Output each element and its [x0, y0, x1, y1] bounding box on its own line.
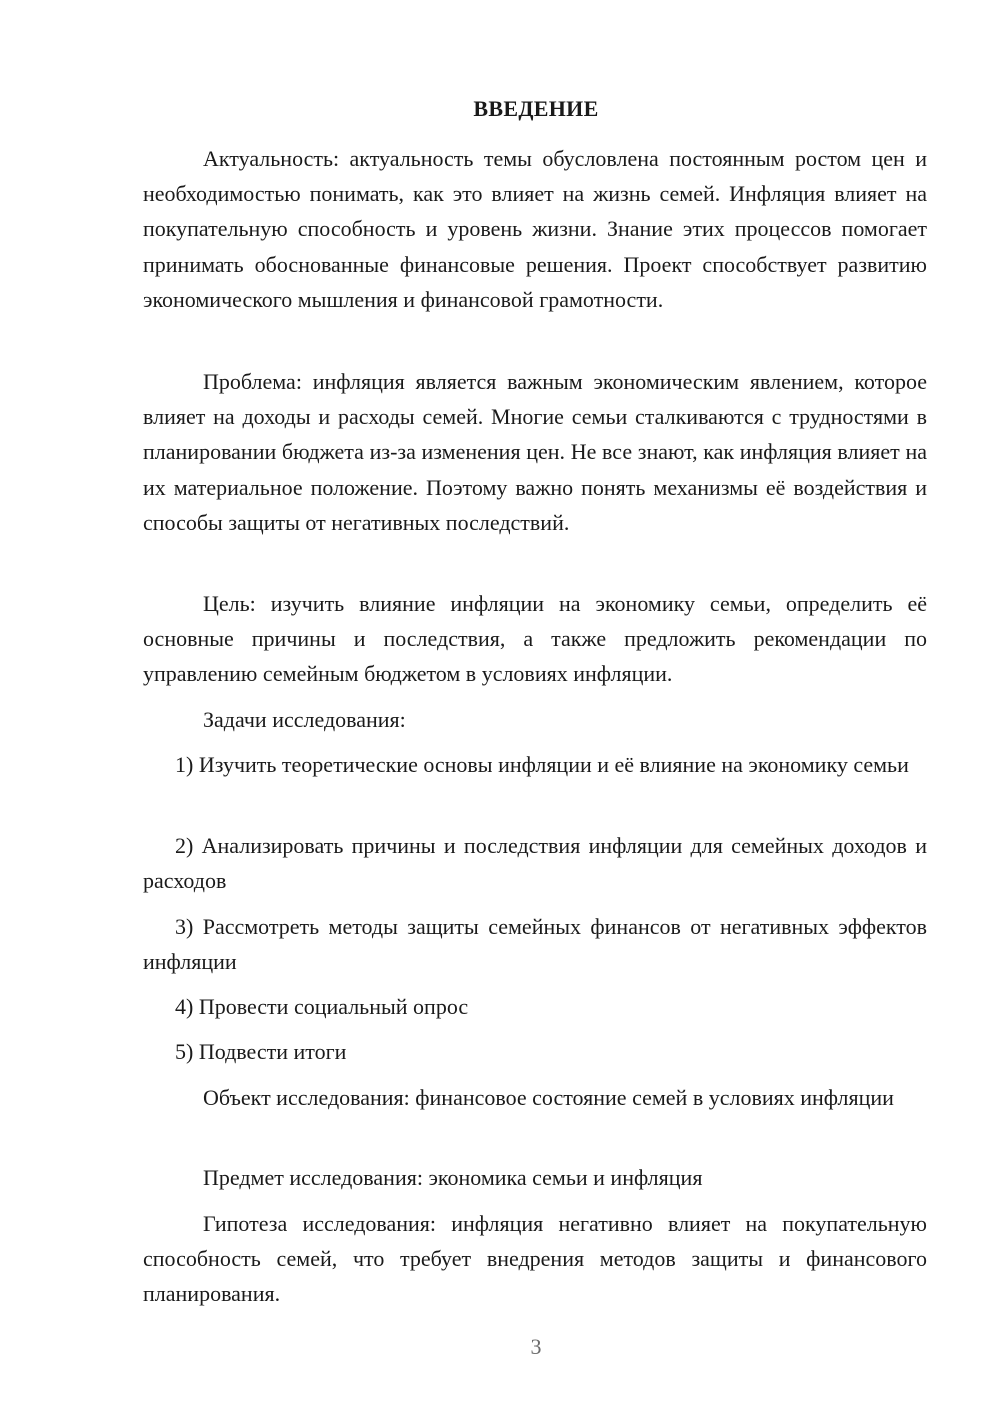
page-title: ВВЕДЕНИЕ — [473, 96, 599, 121]
relevance-block — [143, 141, 927, 317]
task-item: 2) Анализировать причины и последствия инфляции для семейных доходов и расходов — [143, 833, 927, 894]
hypothesis-paragraph: Гипотеза исследования: инфляция негативно влияет на покупательную способность семей, что требует внедрения методов защиты и финансового планирования. — [143, 1211, 927, 1307]
tasks-heading: Задачи исследования: — [203, 707, 406, 732]
problem-block — [143, 364, 927, 540]
task-item-4-block — [143, 989, 927, 1024]
task-item: 3) Рассмотреть методы защиты семейных финансов от негативных эффектов инфляции — [143, 914, 927, 975]
task-item-2-block — [143, 828, 927, 898]
task-item-1-block — [143, 747, 927, 782]
hypothesis-block — [143, 1206, 927, 1312]
goal-block — [143, 586, 927, 692]
subject-block — [143, 1160, 927, 1195]
task-item: 5) Подвести итоги — [175, 1039, 347, 1064]
task-item: 1) Изучить теоретические основы инфляции и её влияние на экономику семьи — [175, 752, 909, 777]
goal-paragraph: Цель: изучить влияние инфляции на экономику семьи, определить её основные причины и последствия, а также предложить рекомендации по управлению семейным бюджетом в условиях инфляции. — [143, 591, 927, 687]
task-item: 4) Провести социальный опрос — [175, 994, 469, 1019]
object-paragraph: Объект исследования: финансовое состояние семей в условиях инфляции — [203, 1085, 894, 1110]
task-item-5-block — [143, 1034, 927, 1069]
problem-paragraph: Проблема: инфляция является важным экономическим явлением, которое влияет на доходы и расходы семей. Многие семьи сталкиваются с трудностями в планировании бюджета из-за изменения цен. Не все знают, как инфляция влияет на их материальное положение. Поэтому важно понять механизмы её воздействия и способы защиты от негативных последствий. — [143, 369, 927, 535]
task-item-3-block — [143, 909, 927, 979]
object-block — [143, 1080, 927, 1115]
relevance-paragraph: Актуальность: актуальность темы обусловлена постоянным ростом цен и необходимостью понимать, как это влияет на жизнь семей. Инфляция влияет на покупательную способность и уровень жизни. Знание этих процессов помогает принимать обоснованные финансовые решения. Проект способствует развитию экономического мышления и финансовой грамотности. — [143, 146, 927, 312]
subject-paragraph: Предмет исследования: экономика семьи и инфляция — [203, 1165, 703, 1190]
tasks-heading-block — [143, 702, 927, 737]
page-number: 3 — [530, 1334, 542, 1359]
